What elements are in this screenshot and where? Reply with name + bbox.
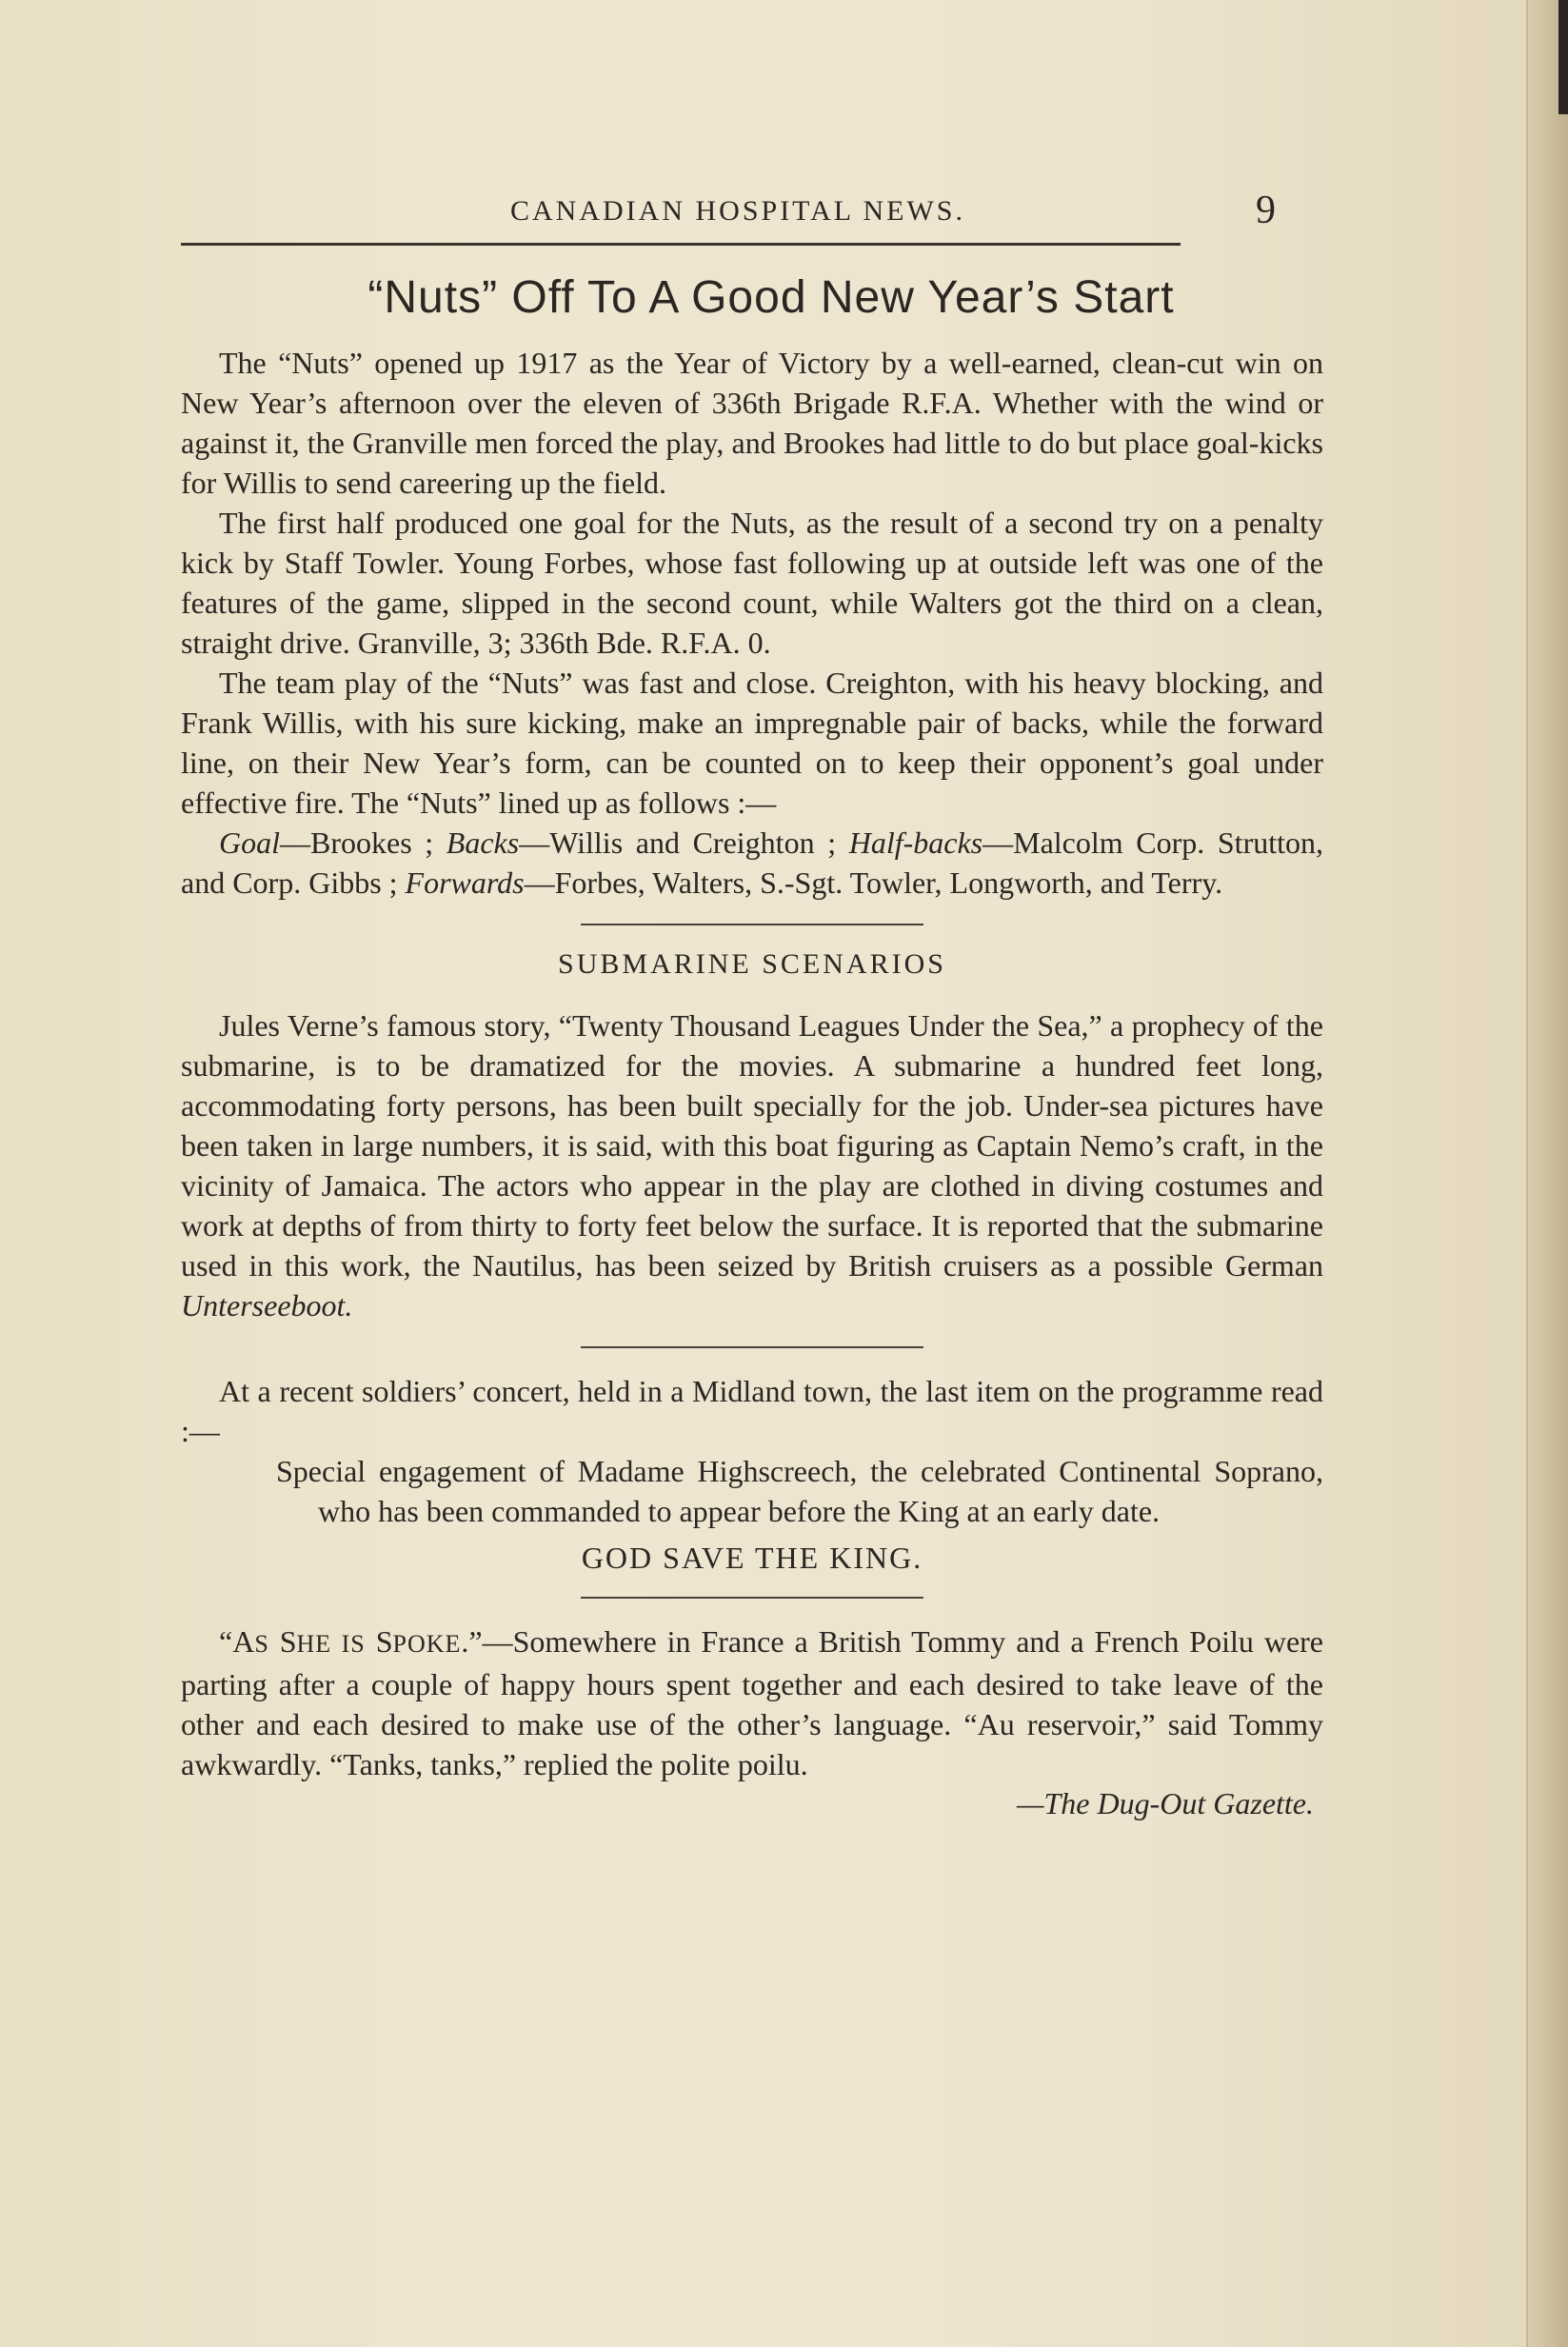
running-head: CANADIAN HOSPITAL NEWS.	[510, 195, 965, 227]
article-nuts-paragraph-2: The first half produced one goal for the Nuts, as the result of a second try on a penalty kick by Staff Towler. Young Forbes, whose fast following up at outside left was one of the features of the game, slipped in the second count, while Walters got the third on a clean, straight drive. Granville, 3; 336th Bde. R.F.A. 0.	[181, 506, 1323, 660]
page-edge-shadow	[1558, 0, 1568, 114]
spoke-lead-mid1: S	[268, 1624, 297, 1659]
lineup-halfbacks-label: Half-backs	[848, 825, 983, 860]
page-header	[181, 189, 1295, 252]
article-as-she-is-spoke	[181, 1621, 1323, 1784]
article-concert-intro: At a recent soldiers’ concert, held in a Midland town, the last item on the programme read :—	[181, 1374, 1323, 1448]
article-nuts-lineup	[181, 823, 1323, 903]
article-submarine-body	[181, 1005, 1323, 1325]
concert-closing: GOD SAVE THE KING.	[581, 1541, 923, 1575]
spoke-lead-open: “A	[219, 1624, 255, 1659]
spoke-attribution: —The Dug-Out Gazette.	[1017, 1786, 1314, 1820]
spoke-lead-sc1: S	[254, 1630, 269, 1658]
article-nuts-paragraph-3: The team play of the “Nuts” was fast and close. Creighton, with his heavy blocking, and Frank Willis, with his sure kicking, make an impregnable pair of backs, while the forward line, on their New Year’s form, can be counted on to keep their opponent’s goal under effective fire. The “Nuts” lined up as follows :—	[181, 666, 1323, 820]
article-title-submarine: SUBMARINE SCENARIOS	[558, 948, 946, 980]
concert-notice-wrap	[181, 1451, 1323, 1531]
article-nuts-paragraph-1: The “Nuts” opened up 1917 as the Year of Victory by a well-earned, clean-cut win on New Year’s afternoon over the eleven of 336th Brigade R.F.A. Whether with the wind or against it, the Granville men forced the play, and Brookes had little to do but place goal-kicks for Willis to send careering up the field.	[181, 346, 1323, 500]
submarine-body-italic: Unterseeboot.	[181, 1288, 353, 1323]
article-title-nuts: “Nuts” Off To A Good New Year’s Start	[367, 272, 1175, 323]
lineup-goal-text: —Brookes ;	[280, 825, 447, 860]
spoke-lead-sc2: HE IS	[296, 1630, 366, 1658]
spoke-lead-sc3: POKE	[392, 1630, 462, 1658]
lineup-backs-label: Backs	[446, 825, 520, 860]
section-divider	[581, 1346, 923, 1348]
lineup-forwards-label: Forwards	[405, 865, 525, 900]
section-divider	[581, 924, 923, 925]
spoke-body: —Somewhere in France a British Tommy and a French Poilu were parting after a couple of happy hours spent together and each desired to take leave of the other and each desired to make use of the other’s language. “Au reservoir,” said Tommy awkwardly. “Tanks, tanks,” replied the polite poilu.	[181, 1624, 1324, 1781]
lineup-forwards-text: —Forbes, Walters, S.-Sgt. Towler, Longworth, and Terry.	[524, 865, 1223, 900]
section-divider	[581, 1597, 923, 1599]
page-number: 9	[1256, 189, 1276, 232]
page-edge	[1526, 0, 1568, 2347]
concert-notice: Special engagement of Madame Highscreech, the celebrated Continental Soprano, who has been commanded to appear before the King at an early date.	[276, 1454, 1323, 1528]
submarine-body-text: Jules Verne’s famous story, “Twenty Thousand Leagues Under the Sea,” a prophecy of the submarine, is to be dramatized for the movies. A submarine a hundred feet long, accommodating forty persons, has been built specially for the job. Under-sea pictures have been taken in large numbers, it is said, with this boat figuring as Captain Nemo’s craft, in the vicinity of Jamaica. The actors who appear in the play are clothed in diving costumes and work at depths of from thirty to forty feet below the surface. It is reported that the submarine used in this work, the Nautilus, has been seized by British cruisers as a possible German	[181, 1008, 1323, 1283]
lineup-goal-label: Goal	[219, 825, 280, 860]
header-rule	[181, 243, 1181, 246]
lineup-backs-text: —Willis and Creighton ;	[519, 825, 849, 860]
spoke-lead-close: .”	[461, 1624, 483, 1659]
spoke-lead-mid2: S	[365, 1624, 393, 1659]
page-content	[181, 271, 1323, 1821]
lineup-halfbacks-text: —Malcolm Corp. Strutton, and Corp. Gibbs ;	[181, 825, 1324, 900]
